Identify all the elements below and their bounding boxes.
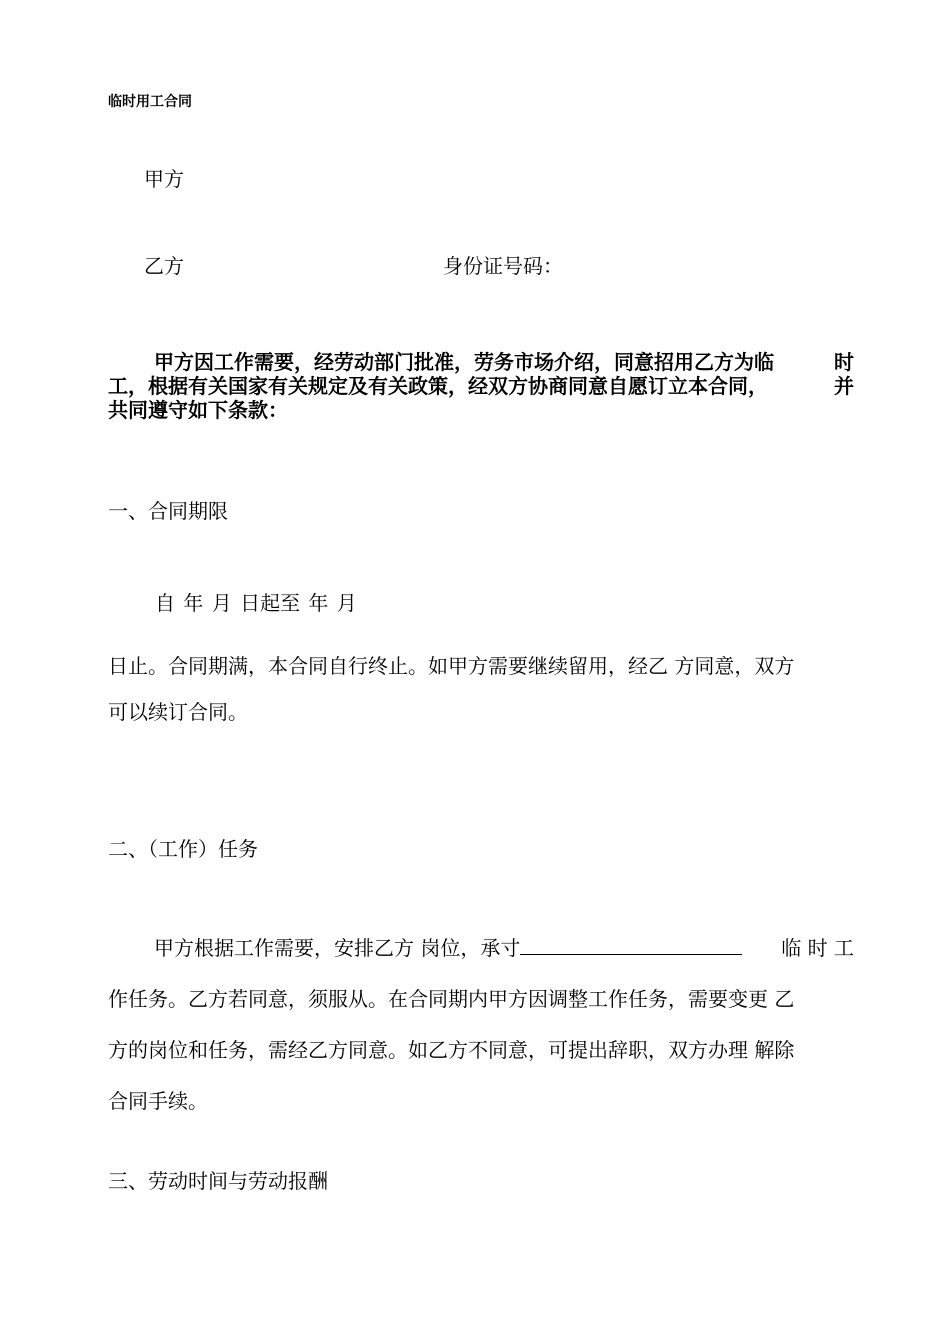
section-1-term-line: 自 年 月 日起至 年 月 [155, 591, 357, 615]
section-2-heading: 二、（工作）任务 [108, 837, 258, 861]
section-2-line-2: 作任务。乙方若同意，须服从。在合同期内甲方因调整工作任务，需要变更 乙 [108, 987, 795, 1011]
intro-line-2-text: 工，根据有关国家有关规定及有关政策，经双方协商同意自愿订立本合同， [108, 374, 768, 398]
intro-line-1-text: 甲方因工作需要，经劳动部门批准，劳务市场介绍，同意招用乙方为临 [154, 350, 774, 374]
section-2-line-4: 合同手续。 [108, 1089, 208, 1113]
section-1-line-2: 日止。合同期满，本合同自行终止。如甲方需要继续留用，经乙 方同意，双方 [108, 654, 795, 678]
party-a-label: 甲方 [144, 167, 184, 191]
intro-line-1 [108, 350, 854, 374]
section-1-line-3: 可以续订合同。 [108, 700, 248, 724]
intro-line-2 [108, 374, 854, 398]
section-3-heading: 三、劳动时间与劳动报酬 [108, 1169, 328, 1193]
section-2-line-1 [108, 923, 854, 974]
section-2-line-3: 方的岗位和任务，需经乙方同意。如乙方不同意，可提出辞职，双方办理 解除 [108, 1038, 795, 1062]
section-2-line-1-lead [154, 923, 742, 974]
section-2-paragraph [108, 923, 854, 1127]
section-2-line-1-end: 临 时 工 [781, 936, 854, 960]
intro-line-1-end: 时 [834, 350, 854, 374]
section-2-line-1-text: 甲方根据工作需要，安排乙方 岗位，承寸 [154, 936, 521, 960]
section-1-paragraph [108, 643, 854, 735]
document-title: 临时用工合同 [108, 94, 192, 110]
party-b-label: 乙方 [144, 254, 184, 278]
intro-paragraph [108, 350, 854, 422]
id-number-label: 身份证号码： [443, 254, 563, 278]
section-1-heading: 一、合同期限 [108, 499, 228, 523]
intro-line-3: 共同遵守如下条款： [108, 398, 288, 422]
intro-line-2-end: 并 [834, 374, 854, 398]
undertake-blank-field [520, 936, 742, 955]
